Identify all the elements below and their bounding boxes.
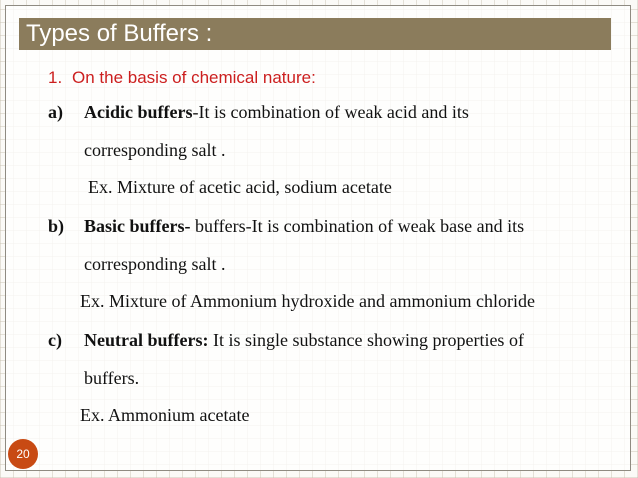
acidic-buffers-description: -It is combination of weak acid and its	[192, 102, 469, 122]
item-marker-a: a)	[48, 102, 63, 122]
neutral-buffers-description: It is single substance showing properties of	[208, 330, 524, 350]
acidic-buffers-heading: Acidic buffers	[84, 102, 193, 122]
neutral-buffers-example: Ex. Ammonium acetate	[80, 405, 250, 425]
neutral-buffers-line-1	[48, 329, 524, 351]
item-marker-b: b)	[48, 216, 65, 236]
basis-number: 1.	[48, 68, 63, 87]
basic-buffers-heading: Basic buffers-	[84, 216, 191, 236]
slide-title: Types of Buffers :	[26, 20, 213, 47]
basic-buffers-line-2: corresponding salt .	[84, 254, 226, 274]
neutral-buffers-line-2: buffers.	[84, 368, 140, 388]
basic-buffers-line-1	[48, 215, 524, 237]
acidic-buffers-example: Ex. Mixture of acetic acid, sodium acetate	[88, 177, 392, 197]
item-marker-c: c)	[48, 330, 62, 350]
title-bar	[19, 18, 611, 50]
neutral-buffers-heading: Neutral buffers:	[84, 330, 209, 350]
acidic-buffers-line-2: corresponding salt .	[84, 140, 226, 160]
basic-buffers-description: buffers-It is combination of weak base and its	[190, 216, 525, 236]
basis-heading	[48, 67, 316, 89]
acidic-buffers-line-1	[48, 101, 469, 123]
basic-buffers-example: Ex. Mixture of Ammonium hydroxide and ammonium chloride	[80, 291, 535, 311]
basis-text: On the basis of chemical nature:	[72, 68, 316, 87]
page-number-badge: 20	[8, 439, 38, 469]
